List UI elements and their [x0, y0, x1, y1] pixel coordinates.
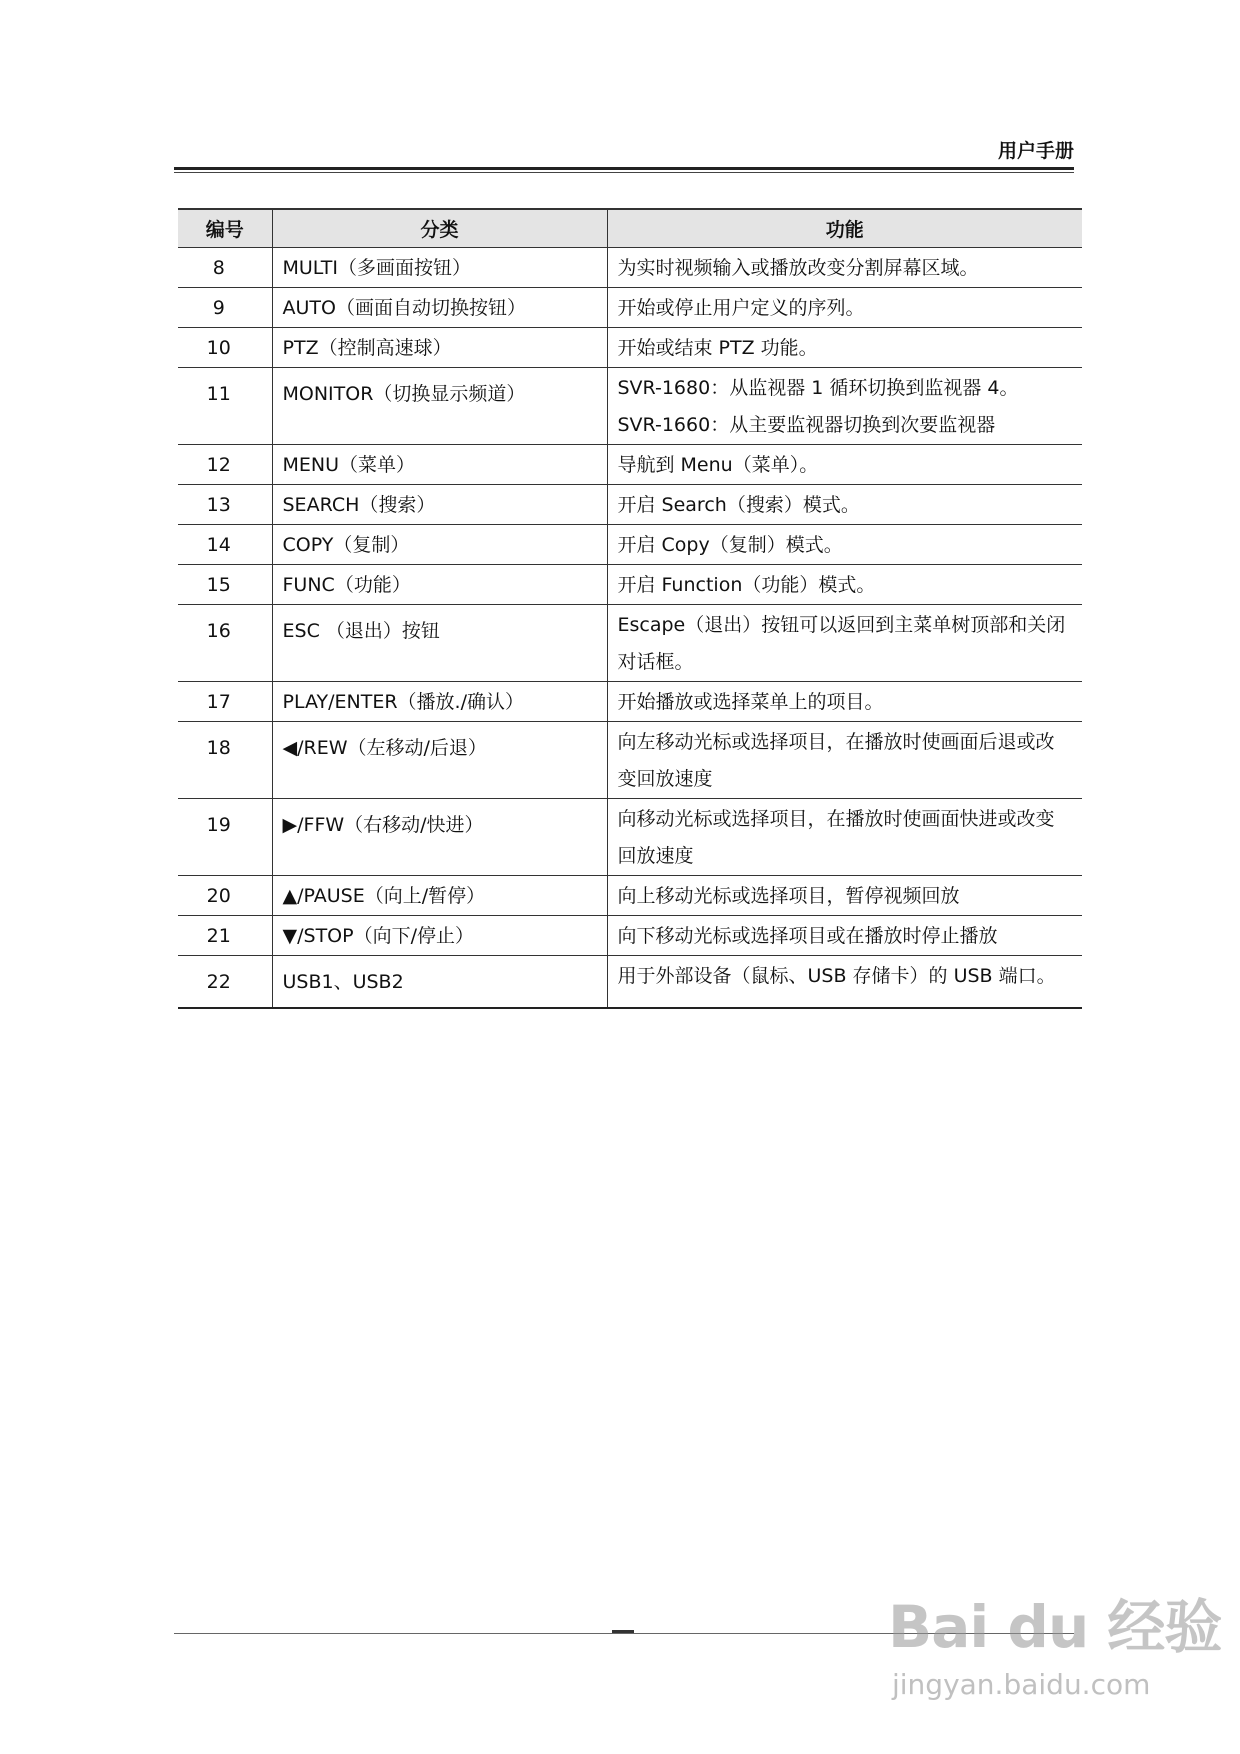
page-number-mark — [612, 1630, 634, 1633]
table-row — [178, 328, 1082, 368]
row-function: 向移动光标或选择项目，在播放时使画面快进或改变回放速度 — [607, 799, 1082, 876]
row-num: 21 — [178, 916, 272, 956]
table-row — [178, 565, 1082, 605]
table-row — [178, 916, 1082, 956]
row-num: 12 — [178, 445, 272, 485]
row-num: 10 — [178, 328, 272, 368]
row-category: ◀/REW（左移动/后退） — [272, 722, 607, 799]
row-category: ▶/FFW（右移动/快进） — [272, 799, 607, 876]
header-category: 分类 — [272, 209, 607, 248]
table-row — [178, 288, 1082, 328]
row-category: MONITOR（切换显示频道） — [272, 368, 607, 445]
row-category: MENU（菜单） — [272, 445, 607, 485]
row-category: PTZ（控制高速球） — [272, 328, 607, 368]
row-function: 向左移动光标或选择项目，在播放时使画面后退或改变回放速度 — [607, 722, 1082, 799]
page-header-title: 用户手册 — [997, 140, 1074, 162]
row-category: MULTI（多画面按钮） — [272, 248, 607, 288]
row-function: 开启 Function（功能）模式。 — [607, 565, 1082, 605]
table-row — [178, 956, 1082, 1009]
row-function: 开始或结束 PTZ 功能。 — [607, 328, 1082, 368]
header-rule — [174, 167, 1074, 170]
row-function: 导航到 Menu（菜单）。 — [607, 445, 1082, 485]
row-num: 17 — [178, 682, 272, 722]
row-function: 向下移动光标或选择项目或在播放时停止播放 — [607, 916, 1082, 956]
row-category: USB1、USB2 — [272, 956, 607, 1009]
row-function: 用于外部设备（鼠标、USB 存储卡）的 USB 端口。 — [607, 956, 1082, 1009]
table-row — [178, 722, 1082, 799]
header-rule-thin — [174, 172, 1074, 173]
row-function: 开启 Copy（复制）模式。 — [607, 525, 1082, 565]
table-row — [178, 799, 1082, 876]
row-function: 开启 Search（搜索）模式。 — [607, 485, 1082, 525]
row-num: 18 — [178, 722, 272, 799]
row-num: 14 — [178, 525, 272, 565]
row-num: 9 — [178, 288, 272, 328]
row-num: 22 — [178, 956, 272, 1009]
table-row — [178, 682, 1082, 722]
row-function: 向上移动光标或选择项目，暂停视频回放 — [607, 876, 1082, 916]
row-function: 为实时视频输入或播放改变分割屏幕区域。 — [607, 248, 1082, 288]
row-num: 15 — [178, 565, 272, 605]
table-row — [178, 876, 1082, 916]
table-row — [178, 485, 1082, 525]
row-function-line: SVR-1660：从主要监视器切换到次要监视器 — [617, 414, 996, 436]
header-num: 编号 — [178, 209, 272, 248]
row-category: ▼/STOP（向下/停止） — [272, 916, 607, 956]
table-row — [178, 525, 1082, 565]
table-row — [178, 605, 1082, 682]
row-function: 开始播放或选择菜单上的项目。 — [607, 682, 1082, 722]
header-function: 功能 — [607, 209, 1082, 248]
row-category: COPY（复制） — [272, 525, 607, 565]
row-category: AUTO（画面自动切换按钮） — [272, 288, 607, 328]
row-category: PLAY/ENTER（播放./确认） — [272, 682, 607, 722]
table-row — [178, 248, 1082, 288]
row-category: FUNC（功能） — [272, 565, 607, 605]
row-num: 13 — [178, 485, 272, 525]
table-header-row — [178, 209, 1082, 248]
row-category: ESC （退出）按钮 — [272, 605, 607, 682]
row-function-line: SVR-1680：从监视器 1 循环切换到监视器 4。 — [617, 377, 1019, 399]
row-num: 20 — [178, 876, 272, 916]
row-function: Escape（退出）按钮可以返回到主菜单树顶部和关闭对话框。 — [607, 605, 1082, 682]
table-row — [178, 368, 1082, 445]
table-row — [178, 445, 1082, 485]
row-num: 16 — [178, 605, 272, 682]
row-num: 11 — [178, 368, 272, 445]
row-category: ▲/PAUSE（向上/暂停） — [272, 876, 607, 916]
button-function-table — [178, 208, 1082, 1009]
row-function — [607, 368, 1082, 445]
row-num: 8 — [178, 248, 272, 288]
watermark-logo: Bai du 经验 — [888, 1593, 1222, 1661]
row-num: 19 — [178, 799, 272, 876]
row-category: SEARCH（搜索） — [272, 485, 607, 525]
row-function: 开始或停止用户定义的序列。 — [607, 288, 1082, 328]
watermark-url: jingyan.baidu.com — [892, 1668, 1151, 1701]
